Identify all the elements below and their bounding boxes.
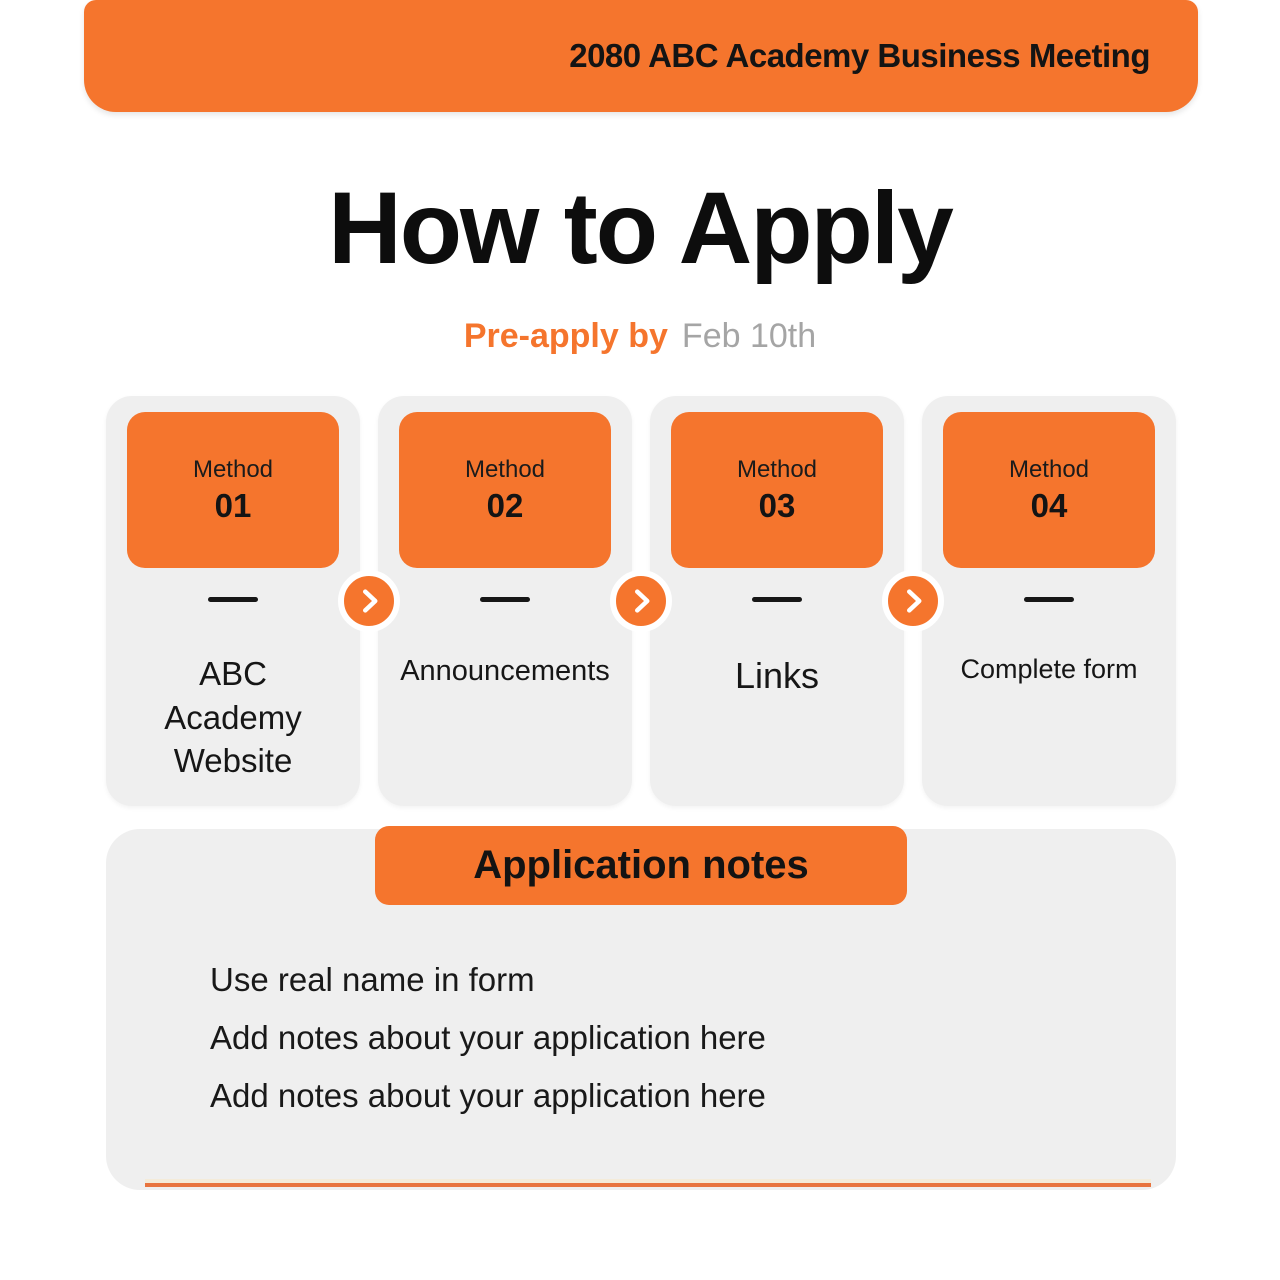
method-1-header (127, 412, 339, 568)
note-item: Add notes about your application here (210, 1019, 766, 1056)
subtitle (0, 316, 1280, 356)
bottom-accent-line (145, 1179, 1151, 1187)
method-4-header (943, 412, 1155, 568)
chevron-right-icon (882, 570, 944, 632)
application-notes-panel (106, 829, 1176, 1190)
subtitle-deadline-date: Feb 10th (681, 317, 817, 355)
banner-title: 2080 ABC Academy Business Meeting (569, 37, 1150, 74)
chevron-right-icon (338, 570, 400, 632)
methods-row (106, 396, 1176, 806)
method-1-label: Method (192, 455, 274, 483)
note-item: Add notes about your application here (210, 1077, 766, 1114)
method-2-number: 02 (486, 486, 524, 524)
method-4-number: 04 (1030, 486, 1068, 524)
method-3-header (671, 412, 883, 568)
method-3-number: 03 (758, 486, 796, 524)
method-1-number: 01 (214, 486, 252, 524)
method-2-header (399, 412, 611, 568)
method-2-description: Announcements (400, 655, 610, 687)
method-2-label: Method (464, 455, 546, 483)
application-notes-title: Application notes (473, 843, 809, 887)
method-card-3 (650, 396, 904, 806)
method-3-description: Links (734, 655, 820, 696)
method-3-label: Method (736, 455, 818, 483)
dash-divider (1024, 597, 1074, 602)
dash-divider (480, 597, 530, 602)
application-notes-badge (375, 826, 907, 905)
method-card-1 (106, 396, 360, 806)
page-title: How to Apply (328, 171, 952, 285)
method-card-4 (922, 396, 1176, 806)
method-card-2 (378, 396, 632, 806)
dash-divider (752, 597, 802, 602)
method-4-description: Complete form (960, 654, 1138, 684)
method-1-description: ABC Academy Website (164, 655, 302, 780)
dash-divider (208, 597, 258, 602)
note-item: Use real name in form (210, 961, 535, 998)
subtitle-deadline-label: Pre-apply by (463, 317, 668, 355)
chevron-right-icon (610, 570, 672, 632)
top-banner (84, 0, 1198, 112)
method-4-label: Method (1008, 455, 1090, 483)
